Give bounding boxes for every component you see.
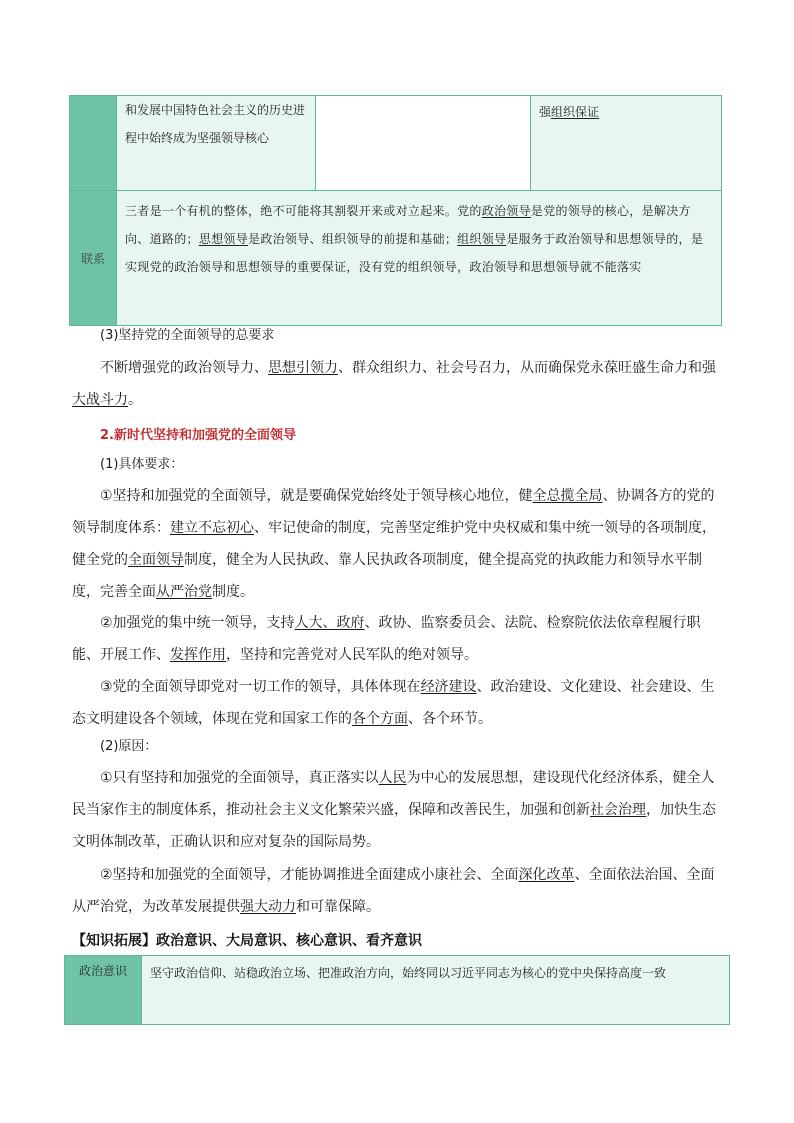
comparison-table [69,95,722,326]
extension-title: 【知识拓展】政治意识、大局意识、核心意识、看齐意识 [72,933,422,949]
paragraph: ②加强党的集中统一领导，支持人大、政府、政协、监察委员会、法院、检察院依法依章程履行职能、开展工作、发挥作用，坚持和完善党对人民军队的绝对领导。 [72,615,701,663]
paragraph: ③党的全面领导即党对一切工作的领导，具体体现在经济建设、政治建设、文化建设、社会建设、生态文明建设各个领域，体现在党和国家工作的各个方面、各个环节。 [72,679,715,727]
paragraph: ①只有坚持和加强党的全面领导，真正落实以人民为中心的发展思想，建设现代化经济体系，健全人民当家作主的制度体系，推动社会主义文化繁荣兴盛，保障和改善民生，加强和创新社会治理，加快生态文明体制改革，正确认识和应对复杂的国际局势。 [72,770,716,850]
table-cell: 强组织保证 [531,96,722,191]
extension-table [64,955,730,1025]
sub-heading: (1)具体要求： [100,457,184,472]
table-cell-lianxi: 三者是一个有机的整体，绝不可能将其割裂开来或对立起来。党的政治领导是党的领导的核心，是解决方向、道路的；思想领导是政治领导、组织领导的前提和基础；组织领导是服务于政治领导和思想领导的，是实现党的政治领导和思想领导的重要保证，没有党的组织领导，政治领导和思想领导就不能落实 [117,191,722,326]
table-cell [316,96,531,191]
table-value: 坚守政治信仰、站稳政治立场、把准政治方向，始终同以习近平同志为核心的党中央保持高度一致 [142,956,730,1025]
paragraph: ②坚持和加强党的全面领导，才能协调推进全面建成小康社会、全面深化改革、全面依法治国、全面从严治党，为改革发展提供强大动力和可靠保障。 [72,867,715,915]
table-label: 政治意识 [65,956,142,1025]
paragraph: 不断增强党的政治领导力、思想引领力、群众组织力、社会号召力，从而确保党永葆旺盛生命力和强大战斗力。 [72,360,716,408]
row-header-lianxi: 联系 [70,191,117,326]
table-cell: 和发展中国特色社会主义的历史进程中始终成为坚强领导核心 [117,96,316,191]
table-row [70,191,722,326]
section-heading: (3)坚持党的全面领导的总要求 [100,328,275,343]
paragraph: ①坚持和加强党的全面领导，就是要确保党始终处于领导核心地位，健全总揽全局、协调各方的党的领导制度体系：建立不忘初心、牢记使命的制度，完善坚定维护党中央权威和集中统一领导的各项制度，健全党的全面领导制度，健全为人民执政、靠人民执政各项制度，健全提高党的执政能力和领导水平制度，完善全面从严治党制度。 [72,488,716,600]
table-row [70,96,722,191]
sub-heading: (2)原因： [100,739,158,754]
row-header [70,96,117,191]
section-heading-red: 2.新时代坚持和加强党的全面领导 [100,428,296,443]
table-row [65,956,730,1025]
